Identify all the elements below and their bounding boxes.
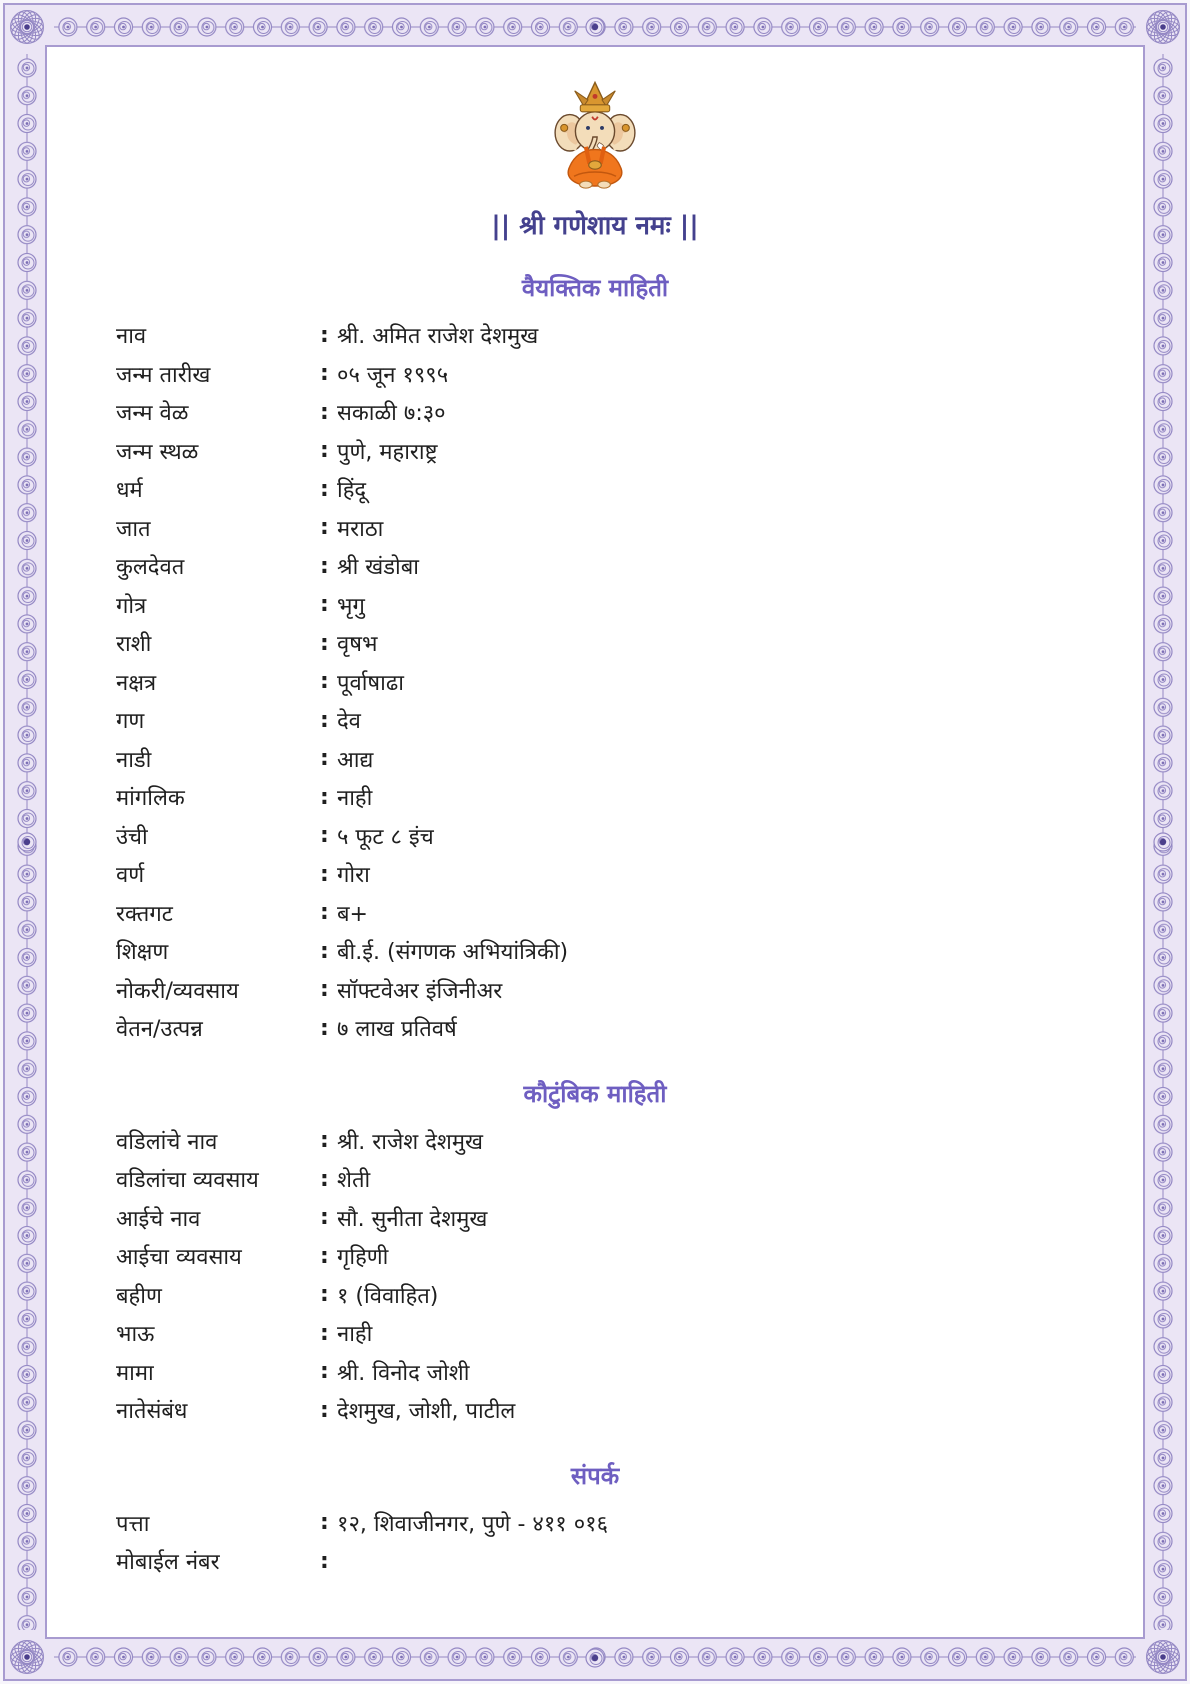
field-label: वर्ण	[116, 863, 145, 889]
section-title: संपर्क	[570, 1461, 620, 1490]
field-row	[47, 778, 1143, 817]
document-body	[45, 45, 1145, 1639]
colon-separator: :	[320, 1282, 329, 1308]
field-label: कुलदेवत	[116, 555, 185, 581]
field-label: वडिलांचा व्यवसाय	[116, 1168, 259, 1194]
field-row	[47, 355, 1143, 394]
field-value: पूर्वाषाढा	[337, 670, 404, 696]
field-label: बहीण	[116, 1283, 162, 1309]
section-rows	[47, 316, 1143, 1048]
field-label: राशी	[116, 632, 152, 658]
colon-separator: :	[320, 1128, 329, 1154]
colon-separator: :	[320, 707, 329, 733]
section	[47, 1459, 1143, 1581]
field-row	[47, 316, 1143, 355]
field-value: हिंदू	[337, 478, 367, 504]
colon-separator: :	[320, 630, 329, 656]
sections-container	[47, 271, 1143, 1581]
field-row	[47, 740, 1143, 779]
colon-separator: :	[320, 515, 329, 541]
colon-separator: :	[320, 977, 329, 1003]
field-value: श्री. अमित राजेश देशमुख	[337, 324, 539, 350]
colon-separator: :	[320, 1548, 329, 1574]
colon-separator: :	[320, 438, 329, 464]
field-value: शेती	[337, 1168, 371, 1194]
field-value: ०५ जून १९९५	[337, 362, 449, 388]
colon-separator: :	[320, 1359, 329, 1385]
field-value: गोरा	[337, 863, 370, 889]
field-value: बी.ई. (संगणक अभियांत्रिकी)	[337, 940, 569, 966]
colon-separator: :	[320, 1166, 329, 1192]
field-label: नक्षत्र	[116, 670, 157, 696]
field-label: उंची	[116, 824, 148, 850]
colon-separator: :	[320, 669, 329, 695]
field-row	[47, 817, 1143, 856]
field-row	[47, 1391, 1143, 1430]
section	[47, 1077, 1143, 1430]
field-label: शिक्षण	[116, 940, 169, 966]
field-value: ७ लाख प्रतिवर्ष	[337, 1017, 457, 1043]
ganesha-illustration	[553, 78, 637, 196]
field-label: भाऊ	[116, 1322, 155, 1348]
field-row	[47, 663, 1143, 702]
field-value: देशमुख, जोशी, पाटील	[337, 1399, 516, 1425]
field-label: पत्ता	[116, 1511, 150, 1537]
field-row	[47, 894, 1143, 933]
field-label: जन्म स्थळ	[116, 439, 199, 465]
field-label: जन्म वेळ	[116, 401, 189, 427]
field-label: आईचा व्यवसाय	[116, 1245, 242, 1271]
field-row	[47, 855, 1143, 894]
field-value: सौ. सुनीता देशमुख	[337, 1206, 488, 1232]
colon-separator: :	[320, 746, 329, 772]
colon-separator: :	[320, 1243, 329, 1269]
invocation-text: || श्री गणेशाय नमः ||	[491, 211, 699, 241]
colon-separator: :	[320, 1397, 329, 1423]
field-label: नोकरी/व्यवसाय	[116, 978, 239, 1004]
field-label: आईचे नाव	[116, 1206, 201, 1232]
field-row	[47, 393, 1143, 432]
field-row	[47, 701, 1143, 740]
colon-separator: :	[320, 784, 329, 810]
field-label: वेतन/उत्पन्न	[116, 1017, 203, 1043]
field-label: गण	[116, 709, 145, 735]
field-label: नातेसंबंध	[116, 1399, 188, 1425]
field-value: नाही	[337, 786, 373, 812]
field-row	[47, 470, 1143, 509]
field-label: रक्तगट	[116, 901, 173, 927]
field-value: १ (विवाहित)	[337, 1283, 439, 1309]
field-value: श्री. राजेश देशमुख	[337, 1129, 484, 1155]
section-title: कौटुंबिक माहिती	[523, 1079, 667, 1108]
field-value: देव	[337, 709, 361, 735]
field-label: गोत्र	[116, 593, 147, 619]
field-row	[47, 586, 1143, 625]
colon-separator: :	[320, 823, 329, 849]
colon-separator: :	[320, 1205, 329, 1231]
field-row	[47, 971, 1143, 1010]
field-row	[47, 624, 1143, 663]
colon-separator: :	[320, 900, 329, 926]
field-label: मांगलिक	[116, 786, 185, 812]
field-value: श्री खंडोबा	[337, 555, 419, 581]
field-value: भृगु	[337, 593, 365, 619]
field-value: गृहिणी	[337, 1245, 389, 1271]
field-row	[47, 1542, 1143, 1581]
colon-separator: :	[320, 361, 329, 387]
field-label: वडिलांचे नाव	[116, 1129, 218, 1155]
field-value: १२, शिवाजीनगर, पुणे - ४११ ०१६	[337, 1511, 609, 1537]
colon-separator: :	[320, 592, 329, 618]
field-value: मराठा	[337, 516, 384, 542]
colon-separator: :	[320, 938, 329, 964]
colon-separator: :	[320, 399, 329, 425]
colon-separator: :	[320, 1015, 329, 1041]
field-label: धर्म	[116, 478, 143, 504]
field-row	[47, 1009, 1143, 1048]
ganesha-image	[553, 78, 637, 196]
field-row	[47, 1160, 1143, 1199]
field-label: नाडी	[116, 747, 152, 773]
field-value: श्री. विनोद जोशी	[337, 1360, 470, 1386]
field-row	[47, 1314, 1143, 1353]
field-row	[47, 1237, 1143, 1276]
field-value: सकाळी ७:३०	[337, 401, 446, 427]
field-value: ५ फूट ८ इंच	[337, 824, 434, 850]
field-row	[47, 547, 1143, 586]
field-label: जन्म तारीख	[116, 362, 211, 388]
field-value: नाही	[337, 1322, 373, 1348]
field-row	[47, 1122, 1143, 1161]
field-label: जात	[116, 516, 151, 542]
field-row	[47, 1199, 1143, 1238]
field-value: पुणे, महाराष्ट्र	[337, 439, 438, 465]
colon-separator: :	[320, 476, 329, 502]
field-value: सॉफ्टवेअर इंजिनीअर	[337, 978, 503, 1004]
colon-separator: :	[320, 322, 329, 348]
field-row	[47, 509, 1143, 548]
field-value: वृषभ	[337, 632, 378, 658]
field-row	[47, 1504, 1143, 1543]
field-row	[47, 1276, 1143, 1315]
field-label: मामा	[116, 1360, 154, 1386]
colon-separator: :	[320, 1320, 329, 1346]
field-row	[47, 432, 1143, 471]
section-rows	[47, 1504, 1143, 1581]
field-row	[47, 1353, 1143, 1392]
colon-separator: :	[320, 553, 329, 579]
section-rows	[47, 1122, 1143, 1430]
colon-separator: :	[320, 1510, 329, 1536]
section-title: वैयक्तिक माहिती	[521, 274, 669, 302]
field-value: ब+	[337, 901, 368, 927]
field-row	[47, 932, 1143, 971]
section	[47, 271, 1143, 1048]
field-value: आद्य	[337, 747, 374, 773]
colon-separator: :	[320, 861, 329, 887]
field-label: नाव	[116, 324, 147, 350]
field-label: मोबाईल नंबर	[116, 1550, 220, 1576]
